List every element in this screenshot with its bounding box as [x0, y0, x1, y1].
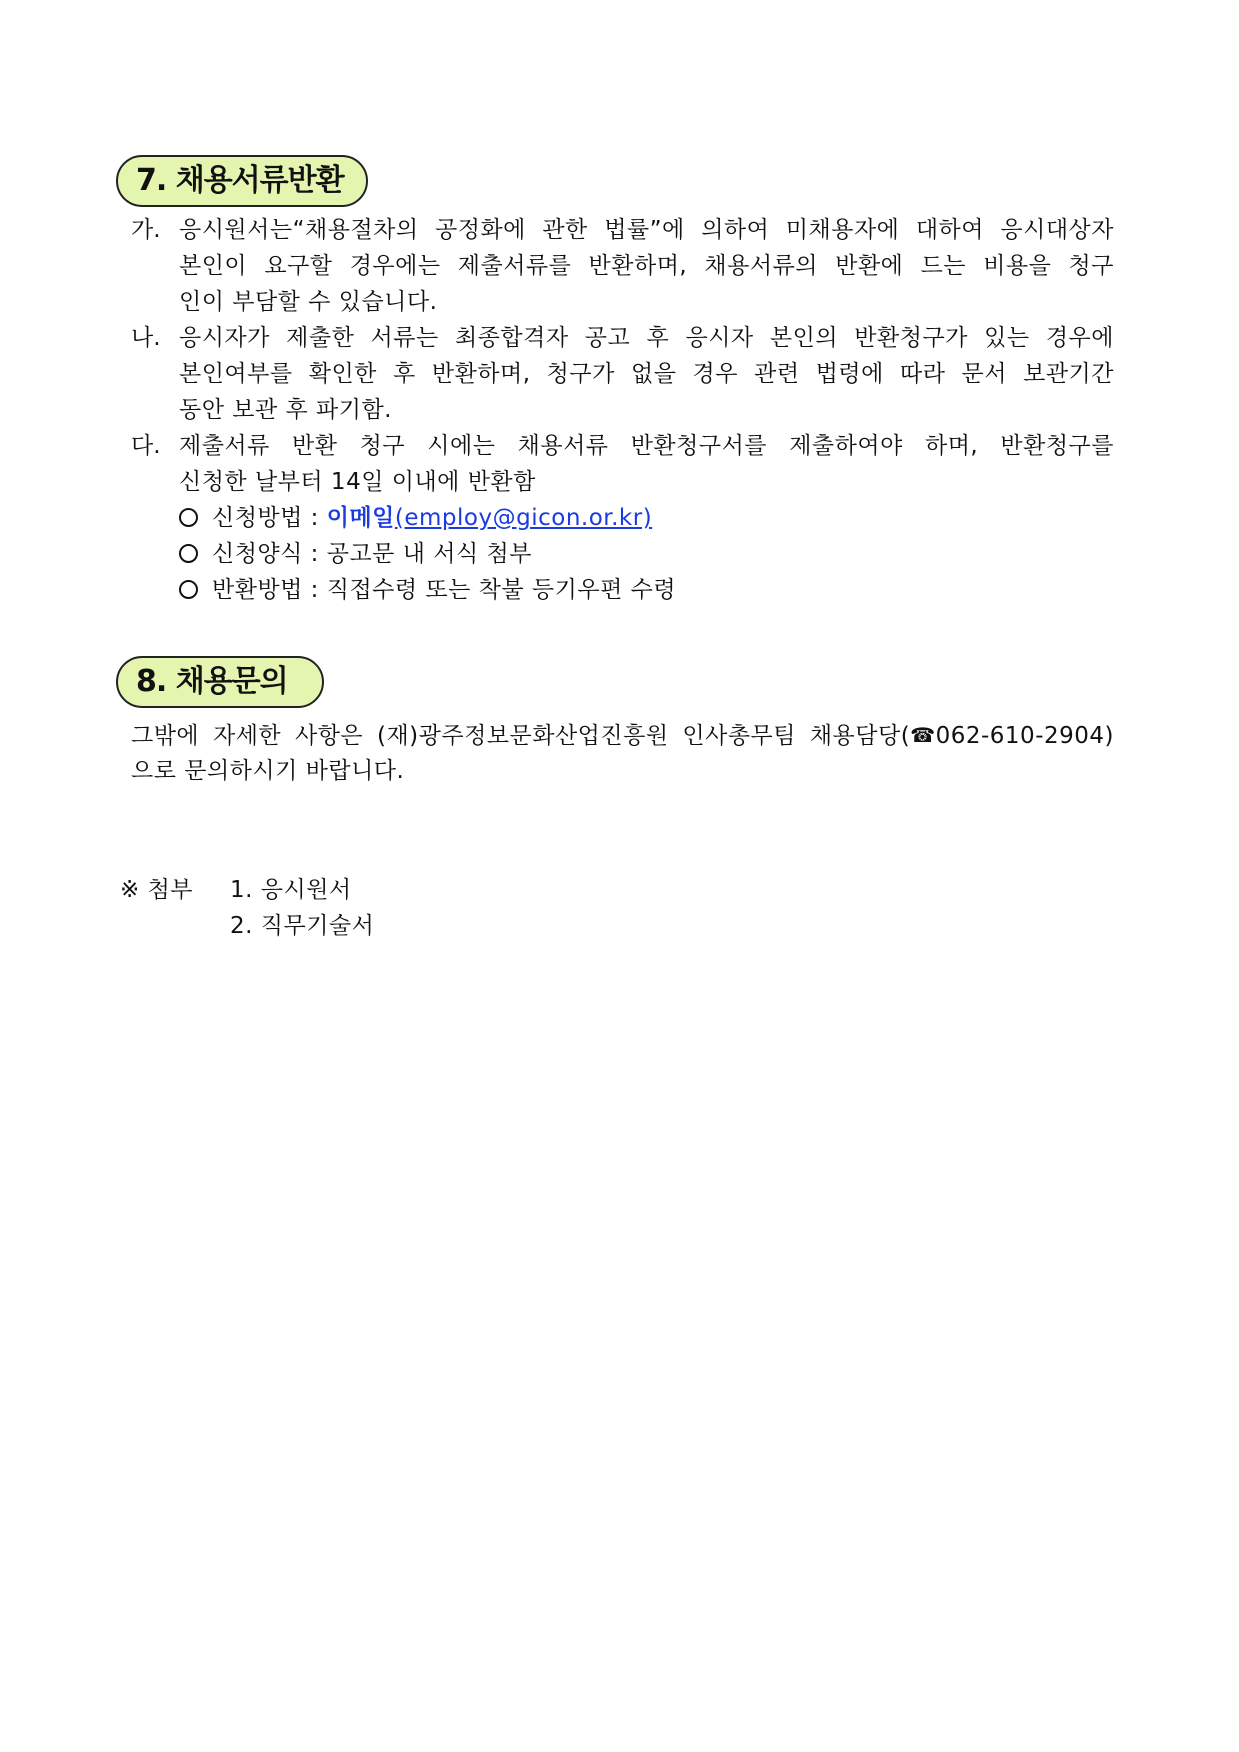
item-da-line-1: 제출서류 반환 청구 시에는 채용서류 반환청구서를 제출하여야 하며, 반환청구를 — [179, 433, 1114, 459]
inquiry-phone: 062-610-2904) — [935, 723, 1114, 749]
return-method-text: 반환방법 : 직접수령 또는 착불 등기우편 수령 — [212, 577, 677, 603]
inquiry-line-1 — [131, 720, 1114, 750]
item-da-marker: 다. — [131, 433, 161, 459]
item-ga-line-1: 응시원서는“채용절차의 공정화에 관한 법률”에 의하여 미채용자에 대하여 응시대상자 — [179, 217, 1114, 243]
circle-bullet-icon — [179, 508, 198, 527]
item-na-marker: 나. — [131, 325, 161, 351]
attachment-item-2: 2. 직무기술서 — [230, 913, 375, 939]
bullet-apply-method — [179, 503, 652, 533]
item-na-line-3: 동안 보관 후 파기함. — [179, 397, 392, 423]
bullet-return-method — [179, 575, 676, 605]
attachment-item-1: 1. 응시원서 — [230, 877, 352, 903]
inquiry-line-2: 으로 문의하시기 바랍니다. — [131, 758, 405, 784]
item-na-line-1: 응시자가 제출한 서류는 최종합격자 공고 후 응시자 본인의 반환청구가 있는 경우에 — [179, 325, 1114, 351]
email-link[interactable]: (employ@gicon.or.kr) — [394, 505, 653, 531]
apply-method-label: 신청방법 : — [212, 505, 327, 531]
circle-bullet-icon — [179, 580, 198, 599]
attachment-prefix: ※ 첨부 — [120, 877, 194, 903]
section-8-title: 8. 채용문의 — [116, 656, 324, 708]
apply-form-text: 신청양식 : 공고문 내 서식 첨부 — [212, 541, 532, 567]
bullet-apply-form — [179, 539, 532, 569]
circle-bullet-icon — [179, 544, 198, 563]
email-label: 이메일 — [326, 505, 395, 531]
item-na-line-2: 본인여부를 확인한 후 반환하며, 청구가 없을 경우 관련 법령에 따라 문서 보관기간 — [179, 361, 1114, 387]
item-ga-line-3: 인이 부담할 수 있습니다. — [179, 289, 438, 315]
item-ga-marker: 가. — [131, 217, 161, 243]
item-da-line-2: 신청한 날부터 14일 이내에 반환함 — [179, 469, 536, 495]
item-ga-line-2: 본인이 요구할 경우에는 제출서류를 반환하며, 채용서류의 반환에 드는 비용을 청구 — [179, 253, 1114, 279]
phone-icon: ☎ — [910, 723, 936, 747]
inquiry-text: 그밖에 자세한 사항은 (재)광주정보문화산업진흥원 인사총무팀 채용담당( — [131, 723, 911, 749]
section-7-title: 7. 채용서류반환 — [116, 155, 368, 207]
